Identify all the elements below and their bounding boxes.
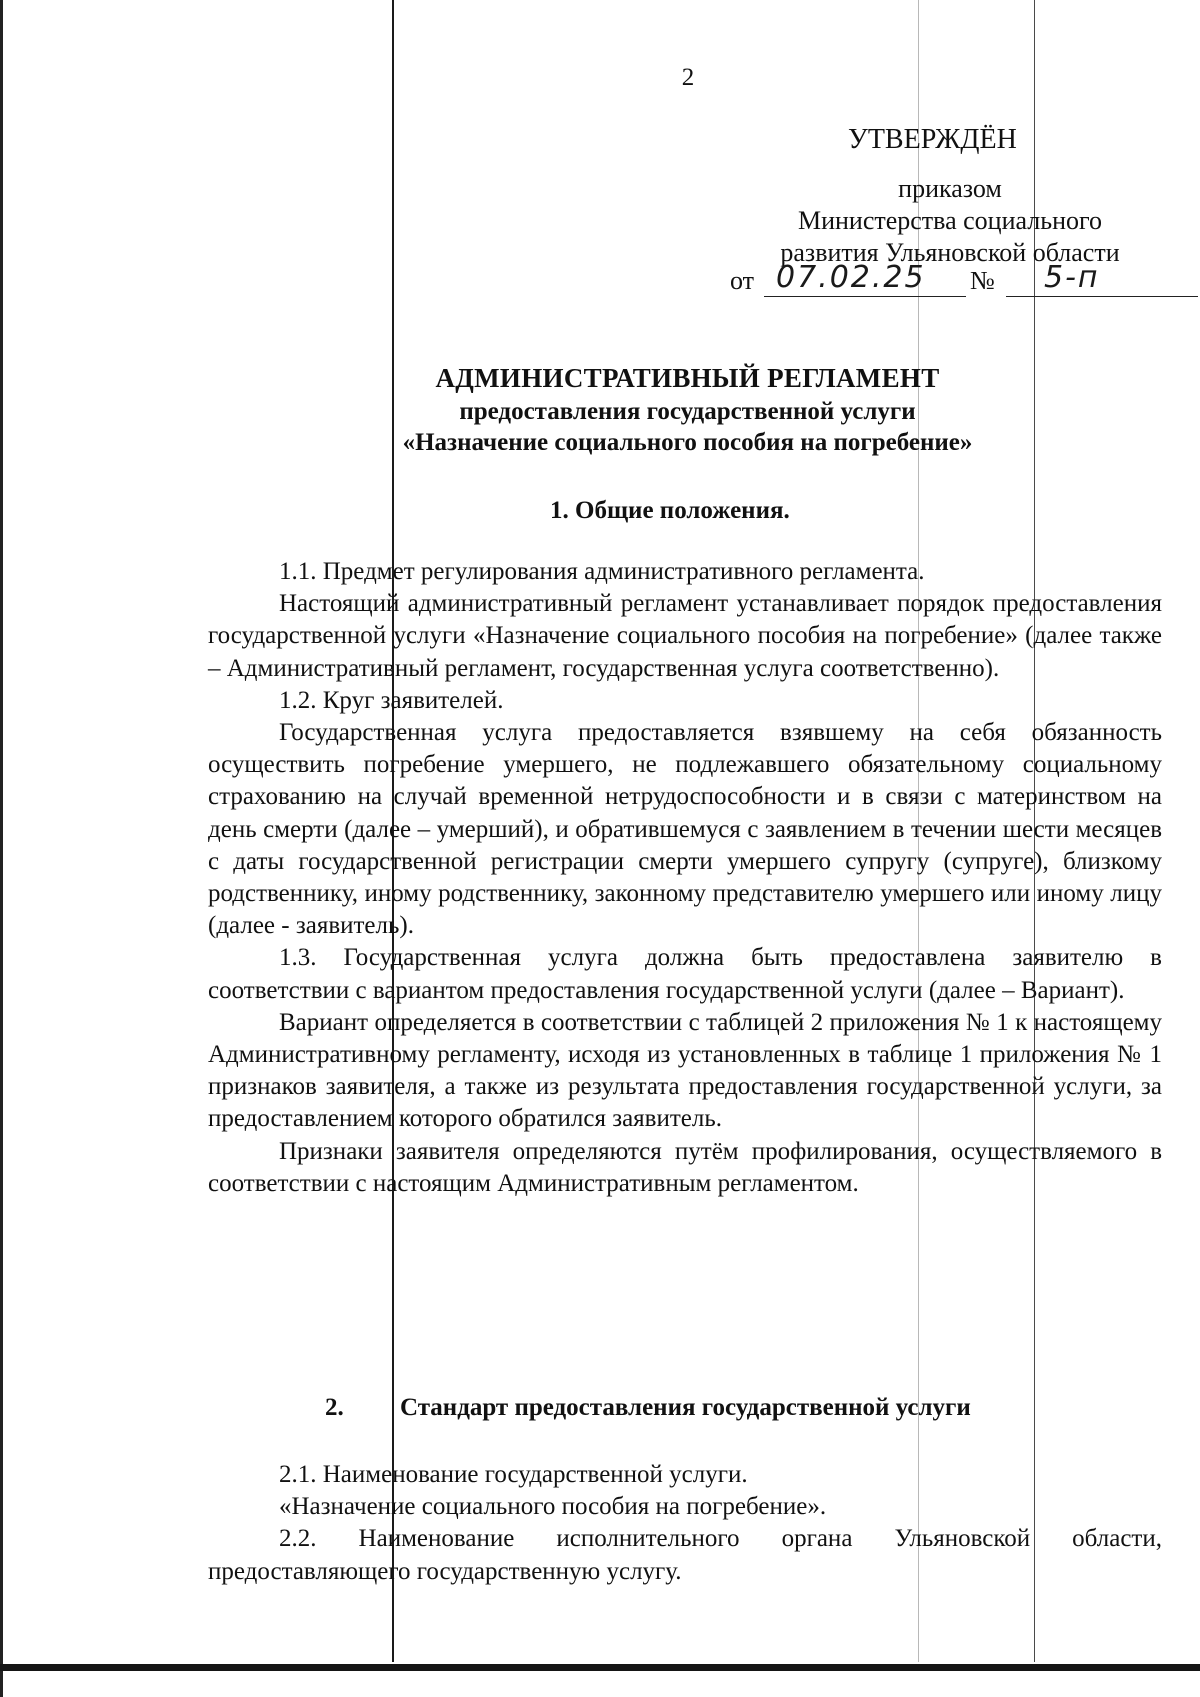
date-prefix: от [730,266,755,295]
title-line-2: предоставления государственной услуги [459,398,916,425]
approval-heading: УТВЕРЖДЁН [848,124,1017,155]
order-number-field [1006,262,1198,297]
paragraph: Признаки заявителя определяются путём профилирования, осуществляемого в соответствии с настоящим Административным регламентом. [208,1137,1162,1197]
section-2-heading: Стандарт предоставления государственной услуги [400,1394,971,1421]
section-2-number: 2. [325,1394,344,1421]
paragraph: 1.3. Государственная услуга должна быть предоставлена заявителю в соответствии с вариантом предоставления государственной услуги (далее – Вариант). [208,944,1162,1004]
order-date-field [764,262,966,297]
paragraph: Вариант определяется в соответствии с таблицей 2 приложения № 1 к настоящему Административному регламенту, исходя из установленных в таблице 1 приложения № 1 признаков заявителя, а также из результата предоставления государственной услуги, за предоставлением которого обратился заявитель. [208,1008,1162,1133]
scan-edge-left [0,0,3,1697]
paragraph: «Назначение социального пособия на погребение». [279,1493,827,1521]
approval-line: Министерства социального [797,206,1103,235]
title-line-1: АДМИНИСТРАТИВНЫЙ РЕГЛАМЕНТ [435,363,940,393]
section-1-body [208,556,1162,1200]
approval-line: приказом [898,174,1002,203]
paragraph: 1.1. Предмет регулирования административного регламента. [279,558,925,585]
section-1-heading: 1. Общие положения. [550,497,790,524]
paragraph: 1.2. Круг заявителей. [279,686,504,714]
title-line-3: «Назначение социального пособия на погребение» [402,429,973,456]
paragraph: 2.1. Наименование государственной услуги. [279,1461,748,1488]
number-prefix: № [970,266,995,295]
approval-block [730,173,1170,269]
scan-edge-bottom [0,1664,1200,1671]
section-2-body [208,1459,1162,1588]
paragraph: Государственная услуга предоставляется взявшему на себя обязанность осуществить погребение умершего, не подлежавшего обязательному социальному страхованию на случай временной нетрудоспособности и в связи с материнством на день смерти (далее – умерший), и обратившемуся с заявлением в течении шести месяцев с даты государственной регистрации смерти умершего супругу (супруге), близкому родственнику, иному родственнику, законному представителю умершего или иному лицу (далее - заявитель). [208,719,1162,940]
document-title [250,360,1125,458]
handwritten-number: 5-п [1044,260,1100,295]
paragraph: Настоящий административный регламент устанавливает порядок предоставления государственной услуги «Назначение социального пособия на погребение» (далее также – Административный регламент, государственная услуга соответственно). [208,590,1162,682]
handwritten-date: 07.02.25 [776,260,926,295]
approval-line: развития Ульяновской области [780,238,1120,267]
paragraph: 2.2. Наименование исполнительного органа Ульяновской области, предоставляющего государственную услугу. [208,1525,1162,1585]
page-number: 2 [681,64,695,91]
